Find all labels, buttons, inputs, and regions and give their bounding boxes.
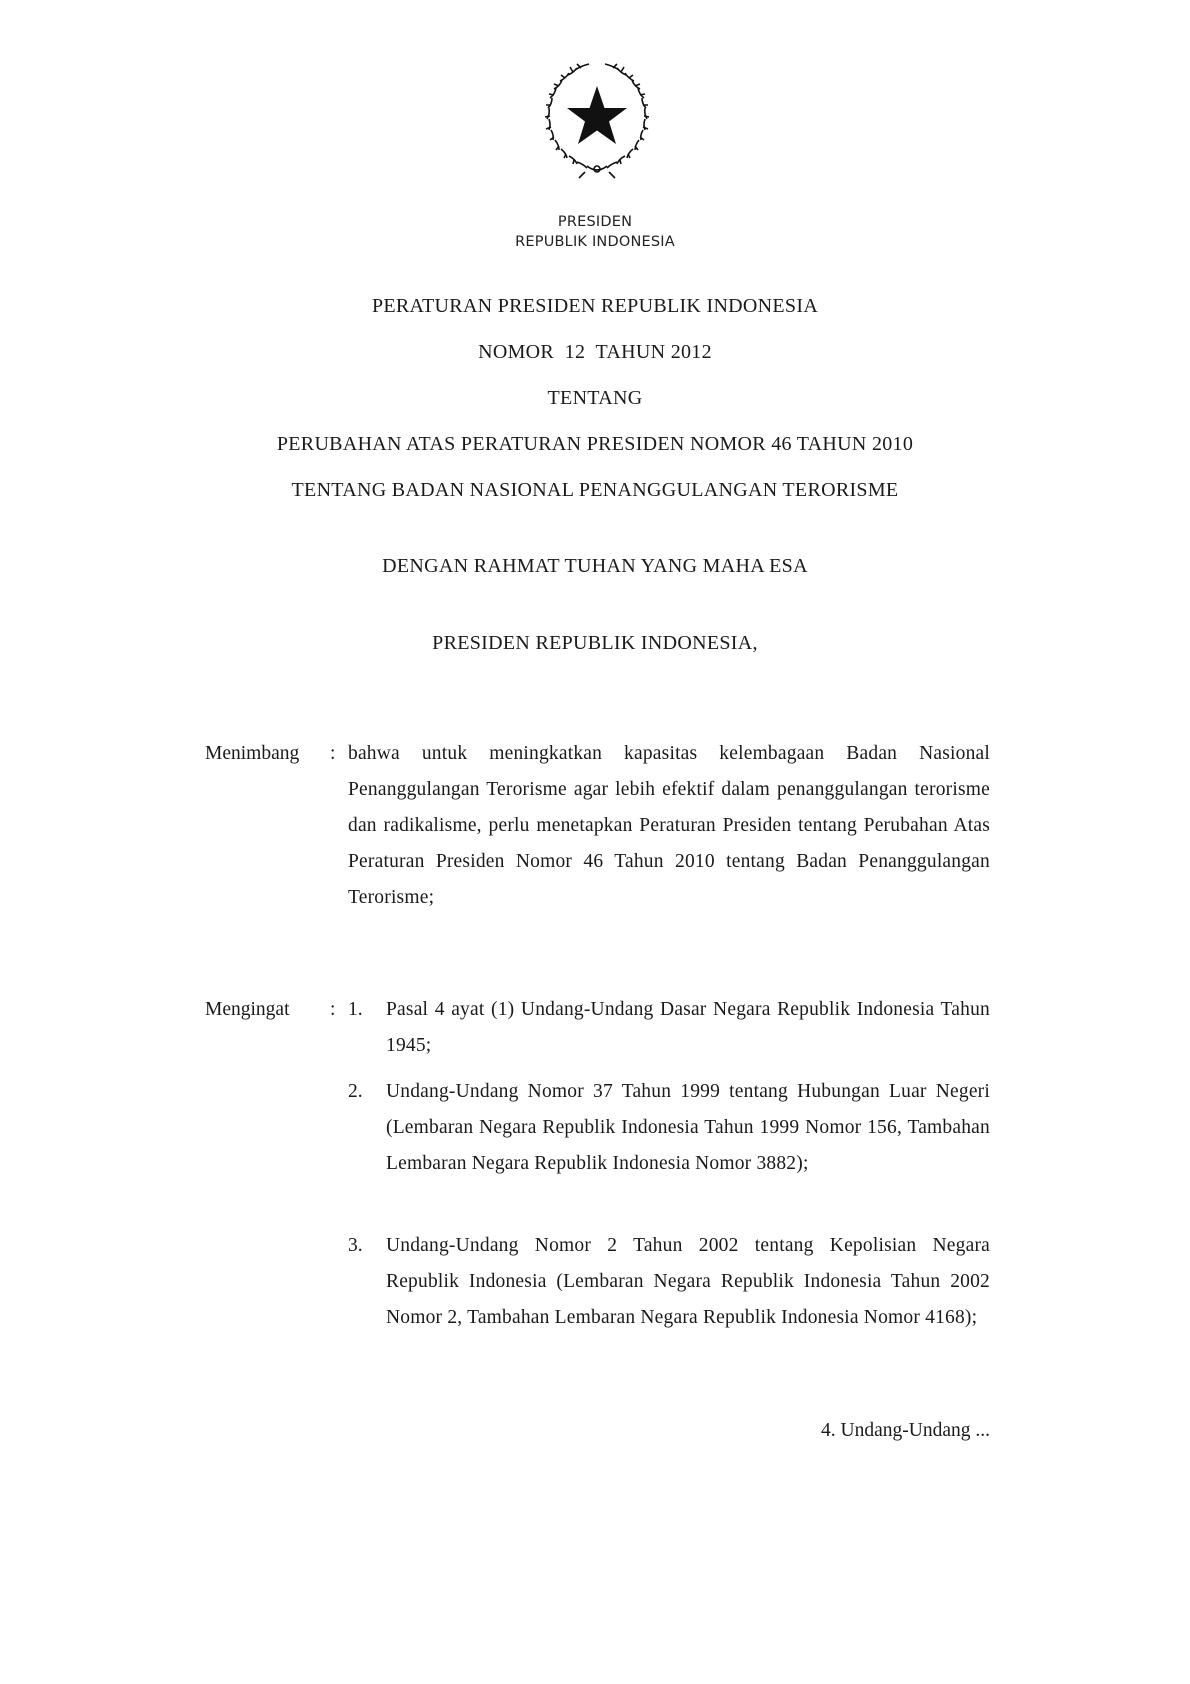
mengingat-item: Undang-Undang Nomor 2 Tahun 2002 tentang Kepolisian Negara Republik Indonesia (Lembaran Negara Republik Indonesia Tahun 2002 Nomor 2, Tambahan Lembaran Negara Republik Indonesia Nomor 4168); bbox=[386, 1235, 990, 1328]
mengingat-label: Mengingat bbox=[205, 999, 290, 1020]
regulation-tentang: TENTANG bbox=[547, 387, 643, 409]
mengingat-item-number: 1. bbox=[348, 999, 363, 1020]
regulation-title: PERATURAN PRESIDEN REPUBLIK INDONESIA bbox=[371, 295, 819, 317]
regulation-subject: PERUBAHAN ATAS PERATURAN PRESIDEN NOMOR 46 TAHUN 2010 bbox=[276, 433, 914, 455]
mengingat-item: Undang-Undang Nomor 37 Tahun 1999 tentang Hubungan Luar Negeri (Lembaran Negara Republik Indonesia Tahun 1999 Nomor 156, Tambahan Lembaran Negara Republik Indonesia Nomor 3882); bbox=[386, 1081, 990, 1174]
regulation-number: NOMOR 12 TAHUN 2012 bbox=[478, 341, 712, 363]
presidential-seal-icon bbox=[537, 58, 657, 188]
letterhead-line2: REPUBLIK INDONESIA bbox=[515, 234, 675, 250]
regulation-subject-detail: TENTANG BADAN NASIONAL PENANGGULANGAN TERORISME bbox=[291, 479, 899, 501]
issuer-line: PRESIDEN REPUBLIK INDONESIA, bbox=[432, 632, 758, 654]
letterhead-line1: PRESIDEN bbox=[557, 214, 633, 230]
menimbang-label: Menimbang bbox=[205, 743, 300, 764]
blessing-line: DENGAN RAHMAT TUHAN YANG MAHA ESA bbox=[382, 555, 808, 577]
menimbang-colon: : bbox=[330, 743, 336, 764]
mengingat-item-number: 2. bbox=[348, 1081, 363, 1102]
mengingat-item: Pasal 4 ayat (1) Undang-Undang Dasar Negara Republik Indonesia Tahun 1945; bbox=[386, 999, 990, 1056]
page-continuation: 4. Undang-Undang ... bbox=[821, 1420, 990, 1441]
menimbang-text: bahwa untuk meningkatkan kapasitas kelembagaan Badan Nasional Penanggulangan Terorisme agar lebih efektif dalam penanggulangan terorisme dan radikalisme, perlu menetapkan Peraturan Presiden tentang Perubahan Atas Peraturan Presiden Nomor 46 Tahun 2010 tentang Badan Penanggulangan Terorisme; bbox=[348, 743, 990, 908]
mengingat-colon: : bbox=[330, 999, 336, 1020]
mengingat-item-number: 3. bbox=[348, 1235, 363, 1256]
